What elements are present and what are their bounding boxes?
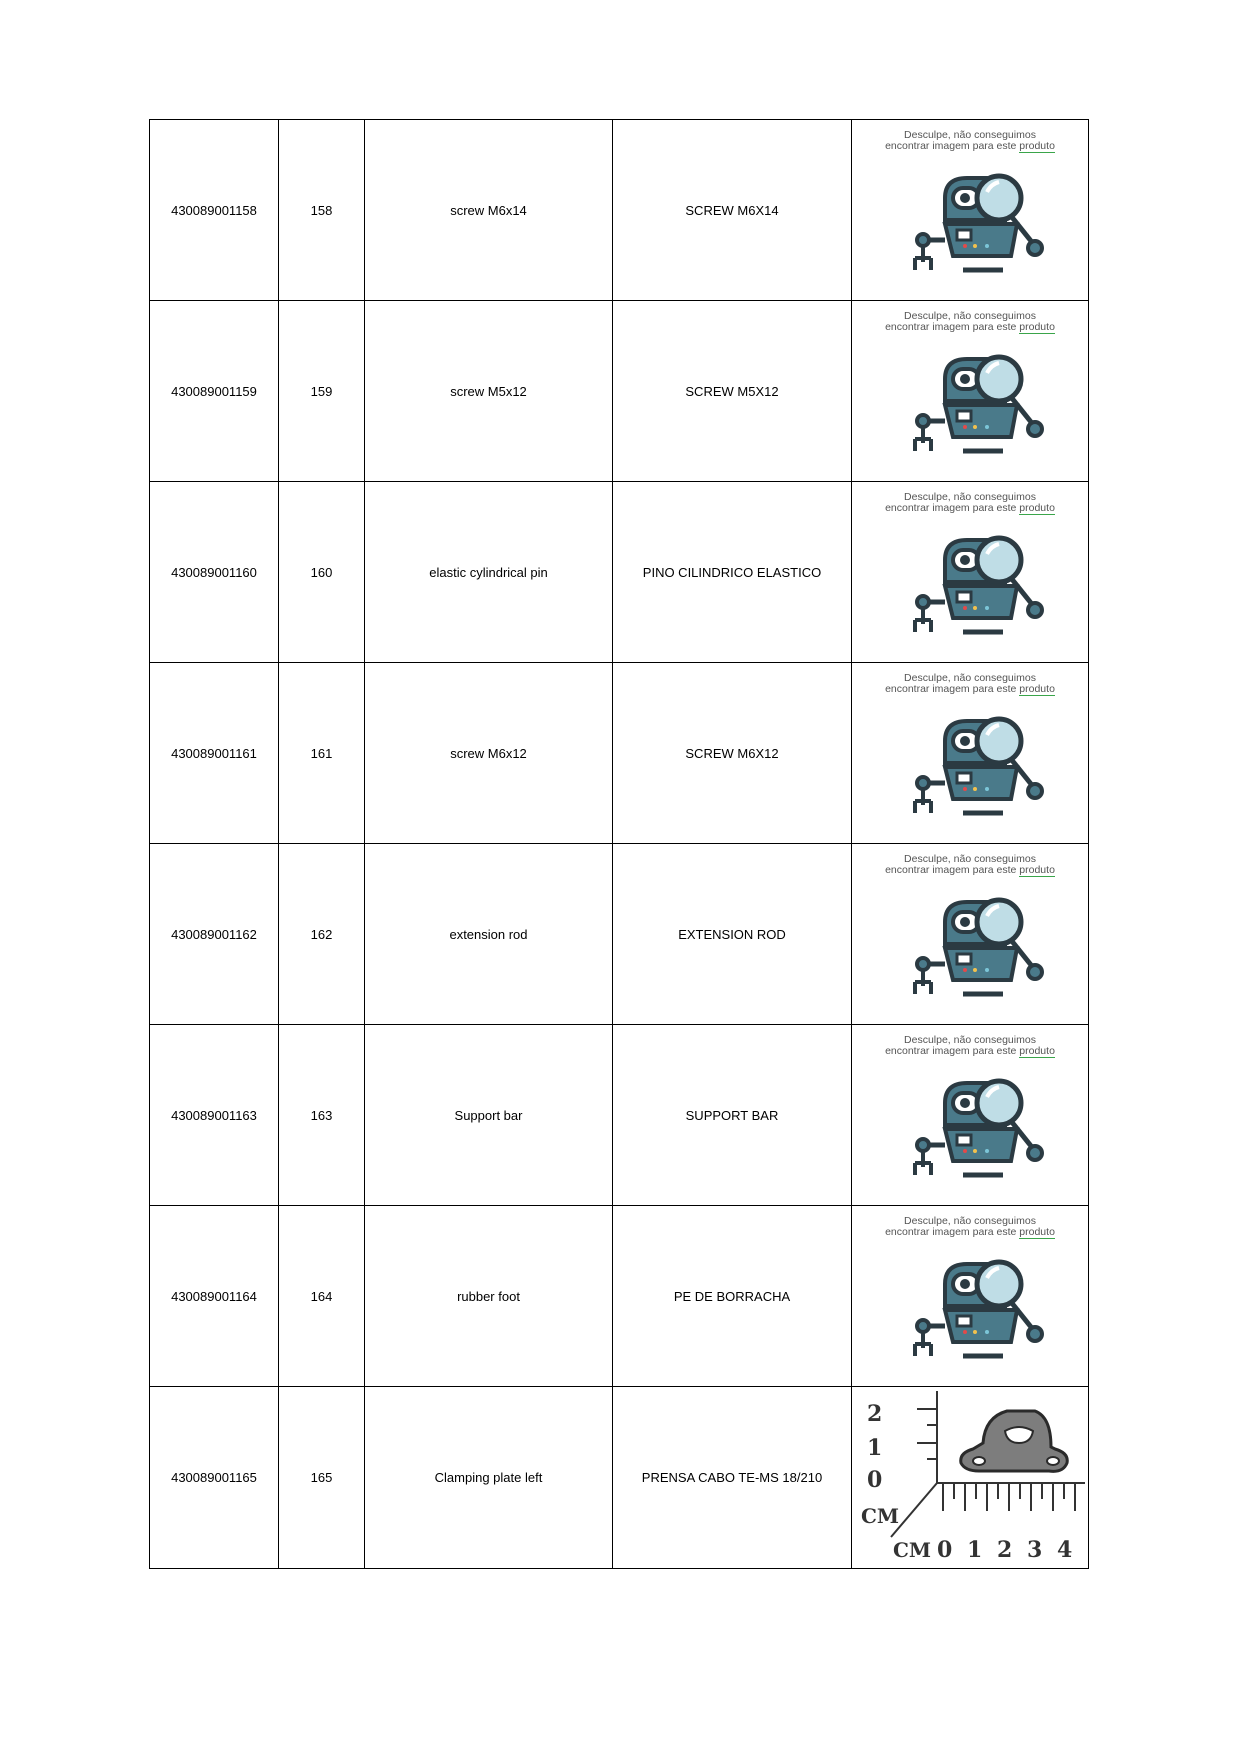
no-image-line-1: Desculpe, não conseguimos bbox=[904, 491, 1036, 503]
no-image-message bbox=[885, 311, 1055, 333]
product-image-cell bbox=[852, 482, 1089, 663]
part-code-cell: 430089001162 bbox=[150, 844, 279, 1025]
no-image-product-link[interactable]: produto bbox=[1019, 140, 1055, 152]
description-pt-cell: SCREW M5X12 bbox=[613, 301, 852, 482]
part-code-cell: 430089001165 bbox=[150, 1387, 279, 1569]
no-image-product-link[interactable]: produto bbox=[1019, 1045, 1055, 1057]
no-image-message bbox=[885, 1216, 1055, 1238]
robot-magnifier-icon bbox=[895, 1244, 1045, 1372]
no-image-placeholder bbox=[852, 844, 1088, 1024]
item-number-cell: 165 bbox=[279, 1387, 365, 1569]
item-number-cell: 163 bbox=[279, 1025, 365, 1206]
description-en-cell: screw M6x12 bbox=[365, 663, 613, 844]
no-image-line-2 bbox=[885, 322, 1055, 333]
ruler-x-label: 3 bbox=[1027, 1537, 1043, 1563]
description-en-cell: elastic cylindrical pin bbox=[365, 482, 613, 663]
part-code-cell: 430089001160 bbox=[150, 482, 279, 663]
no-image-line-1: Desculpe, não conseguimos bbox=[904, 1034, 1036, 1046]
part-code-cell: 430089001163 bbox=[150, 1025, 279, 1206]
clamping-plate-photo bbox=[855, 1387, 1085, 1565]
no-image-line-2-text: encontrar imagem para este bbox=[885, 140, 1020, 152]
robot-magnifier-icon bbox=[895, 1063, 1045, 1191]
description-pt-cell: PRENSA CABO TE-MS 18/210 bbox=[613, 1387, 852, 1569]
no-image-product-link[interactable]: produto bbox=[1019, 1226, 1055, 1238]
description-pt-cell: EXTENSION ROD bbox=[613, 844, 852, 1025]
ruler-unit-label: CM bbox=[893, 1538, 932, 1562]
no-image-line-2-text: encontrar imagem para este bbox=[885, 683, 1020, 695]
product-image-cell bbox=[852, 1387, 1089, 1569]
no-image-message bbox=[885, 673, 1055, 695]
product-image-cell bbox=[852, 120, 1089, 301]
no-image-line-2-text: encontrar imagem para este bbox=[885, 502, 1020, 514]
part-code-cell: 430089001164 bbox=[150, 1206, 279, 1387]
ruler-y-label: 0 bbox=[867, 1467, 883, 1493]
description-en-cell: screw M6x14 bbox=[365, 120, 613, 301]
no-image-placeholder bbox=[852, 1206, 1088, 1386]
description-en-cell: screw M5x12 bbox=[365, 301, 613, 482]
product-image-cell bbox=[852, 301, 1089, 482]
no-image-line-2 bbox=[885, 1227, 1055, 1238]
ruler-unit-label: CM bbox=[861, 1504, 900, 1528]
parts-table-body bbox=[150, 120, 1089, 1569]
robot-magnifier-icon bbox=[895, 520, 1045, 648]
no-image-line-2 bbox=[885, 1046, 1055, 1057]
no-image-product-link[interactable]: produto bbox=[1019, 321, 1055, 333]
ruler-x-label: 1 bbox=[967, 1537, 983, 1563]
item-number-cell: 162 bbox=[279, 844, 365, 1025]
ruler-x-label: 2 bbox=[997, 1537, 1013, 1563]
table-row bbox=[150, 301, 1089, 482]
description-pt-cell: PE DE BORRACHA bbox=[613, 1206, 852, 1387]
robot-magnifier-icon bbox=[895, 882, 1045, 1010]
description-pt-cell: PINO CILINDRICO ELASTICO bbox=[613, 482, 852, 663]
no-image-message bbox=[885, 854, 1055, 876]
item-number-cell: 161 bbox=[279, 663, 365, 844]
table-row bbox=[150, 663, 1089, 844]
no-image-line-1: Desculpe, não conseguimos bbox=[904, 672, 1036, 684]
no-image-placeholder bbox=[852, 663, 1088, 843]
no-image-placeholder bbox=[852, 482, 1088, 662]
description-pt-cell: SUPPORT BAR bbox=[613, 1025, 852, 1206]
no-image-product-link[interactable]: produto bbox=[1019, 502, 1055, 514]
parts-table bbox=[149, 119, 1089, 1569]
no-image-line-2 bbox=[885, 503, 1055, 514]
table-row bbox=[150, 120, 1089, 301]
table-row bbox=[150, 1025, 1089, 1206]
description-en-cell: Clamping plate left bbox=[365, 1387, 613, 1569]
table-row bbox=[150, 844, 1089, 1025]
item-number-cell: 160 bbox=[279, 482, 365, 663]
robot-magnifier-icon bbox=[895, 158, 1045, 286]
ruler-y-label: 1 bbox=[867, 1435, 883, 1461]
no-image-line-1: Desculpe, não conseguimos bbox=[904, 1215, 1036, 1227]
table-row bbox=[150, 1206, 1089, 1387]
description-pt-cell: SCREW M6X12 bbox=[613, 663, 852, 844]
no-image-line-1: Desculpe, não conseguimos bbox=[904, 129, 1036, 141]
no-image-line-2 bbox=[885, 865, 1055, 876]
no-image-placeholder bbox=[852, 301, 1088, 481]
no-image-product-link[interactable]: produto bbox=[1019, 864, 1055, 876]
no-image-placeholder bbox=[852, 1025, 1088, 1205]
no-image-message bbox=[885, 130, 1055, 152]
robot-magnifier-icon bbox=[895, 701, 1045, 829]
no-image-line-2 bbox=[885, 684, 1055, 695]
no-image-placeholder bbox=[852, 120, 1088, 300]
part-code-cell: 430089001158 bbox=[150, 120, 279, 301]
description-en-cell: Support bar bbox=[365, 1025, 613, 1206]
no-image-line-1: Desculpe, não conseguimos bbox=[904, 853, 1036, 865]
no-image-message bbox=[885, 1035, 1055, 1057]
ruler-y-label: 2 bbox=[867, 1401, 883, 1427]
no-image-line-2-text: encontrar imagem para este bbox=[885, 321, 1020, 333]
no-image-line-2-text: encontrar imagem para este bbox=[885, 1045, 1020, 1057]
product-image-cell bbox=[852, 844, 1089, 1025]
item-number-cell: 159 bbox=[279, 301, 365, 482]
robot-magnifier-icon bbox=[895, 339, 1045, 467]
description-en-cell: extension rod bbox=[365, 844, 613, 1025]
table-row bbox=[150, 482, 1089, 663]
no-image-line-2 bbox=[885, 141, 1055, 152]
part-code-cell: 430089001161 bbox=[150, 663, 279, 844]
item-number-cell: 158 bbox=[279, 120, 365, 301]
part-code-cell: 430089001159 bbox=[150, 301, 279, 482]
ruler-x-label: 0 bbox=[937, 1537, 953, 1563]
no-image-line-2-text: encontrar imagem para este bbox=[885, 864, 1020, 876]
product-image-cell bbox=[852, 663, 1089, 844]
no-image-message bbox=[885, 492, 1055, 514]
no-image-product-link[interactable]: produto bbox=[1019, 683, 1055, 695]
description-en-cell: rubber foot bbox=[365, 1206, 613, 1387]
ruler-x-label: 4 bbox=[1057, 1537, 1073, 1563]
table-row bbox=[150, 1387, 1089, 1569]
no-image-line-1: Desculpe, não conseguimos bbox=[904, 310, 1036, 322]
product-image-cell bbox=[852, 1025, 1089, 1206]
no-image-line-2-text: encontrar imagem para este bbox=[885, 1226, 1020, 1238]
product-image-cell bbox=[852, 1206, 1089, 1387]
description-pt-cell: SCREW M6X14 bbox=[613, 120, 852, 301]
item-number-cell: 164 bbox=[279, 1206, 365, 1387]
